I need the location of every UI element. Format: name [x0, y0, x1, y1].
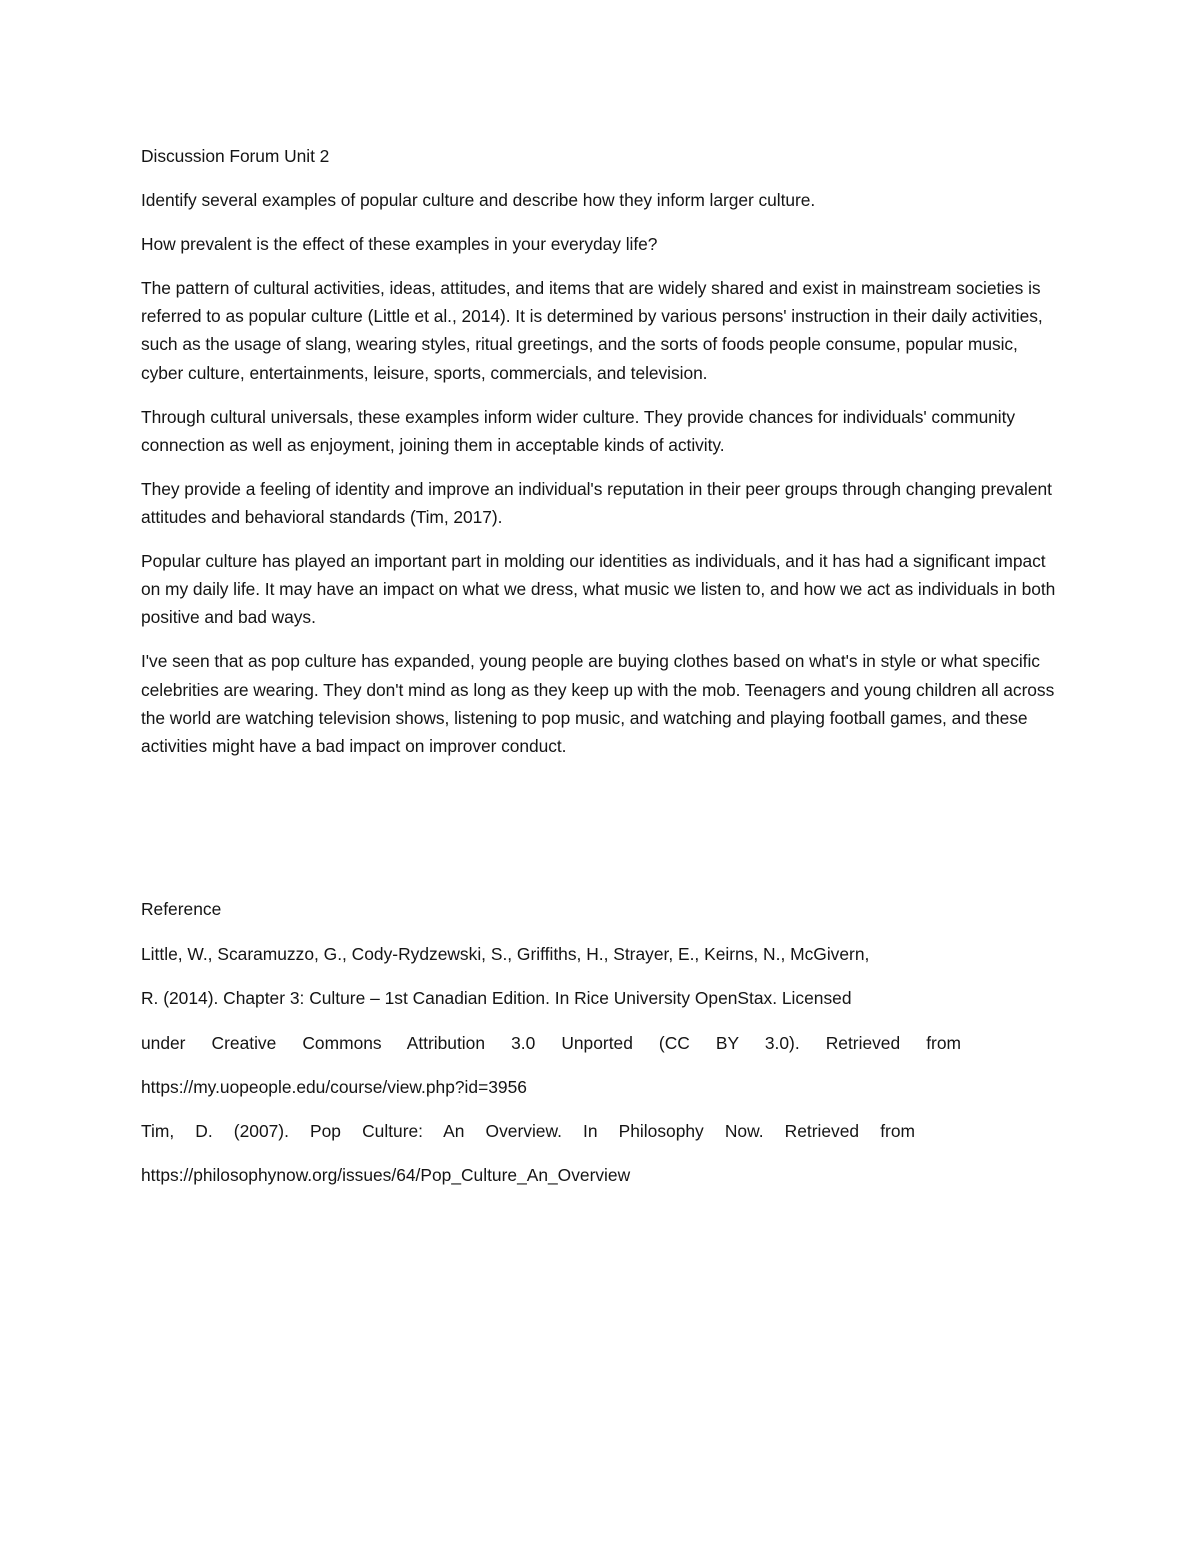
reference-1-line-3: under Creative Commons Attribution 3.0 Unported (CC BY 3.0). Retrieved from: [141, 1033, 961, 1053]
document-title: Discussion Forum Unit 2: [141, 146, 330, 166]
reference-1-line-2: R. (2014). Chapter 3: Culture – 1st Canadian Edition. In Rice University OpenStax. Licensed: [141, 988, 852, 1008]
reference-1-link[interactable]: https://my.uopeople.edu/course/view.php?id=3956: [141, 1077, 527, 1097]
reference-2-line-1: Tim, D. (2007). Pop Culture: An Overview. In Philosophy Now. Retrieved from: [141, 1121, 915, 1141]
paragraph-2: Through cultural universals, these examples inform wider culture. They provide chances for individuals' community connection as well as enjoyment, joining them in acceptable kinds of activity.: [141, 406, 1016, 455]
reference-heading: Reference: [141, 899, 222, 919]
paragraph-4: Popular culture has played an important part in molding our identities as individuals, and it has had a significant impact on my daily life. It may have an impact on what we dress, what music we listen to, and how we act as individuals in both positive and bad ways.: [141, 551, 1056, 628]
paragraph-1: The pattern of cultural activities, ideas, attitudes, and items that are widely shared and exist in mainstream societies is referred to as popular culture (Little et al., 2014). It is determined by various persons' instruction in their daily activities, such as the usage of slang, wearing styles, ritual greetings, and the sorts of foods people consume, popular music, cyber culture, entertainments, leisure, sports, commercials, and television.: [141, 278, 1043, 383]
paragraph-3: They provide a feeling of identity and improve an individual's reputation in their peer groups through changing prevalent attitudes and behavioral standards (Tim, 2017).: [141, 478, 1052, 528]
document-body: [141, 142, 1061, 776]
reference-1-line-1: Little, W., Scaramuzzo, G., Cody-Rydzewski, S., Griffiths, H., Strayer, E., Keirns, N., McGivern,: [141, 944, 870, 964]
question-1: Identify several examples of popular culture and describe how they inform larger culture.: [141, 190, 816, 210]
reference-2-link[interactable]: https://philosophynow.org/issues/64/Pop_Culture_An_Overview: [141, 1165, 631, 1185]
question-2: How prevalent is the effect of these examples in your everyday life?: [141, 234, 658, 254]
paragraph-5: I've seen that as pop culture has expanded, young people are buying clothes based on what's in style or what specific celebrities are wearing. They don't mind as long as they keep up with the mob. Teenagers and young children all across the world are watching television shows, listening to pop music, and watching and playing football games, and these activities might have a bad impact on improver conduct.: [141, 651, 1055, 757]
